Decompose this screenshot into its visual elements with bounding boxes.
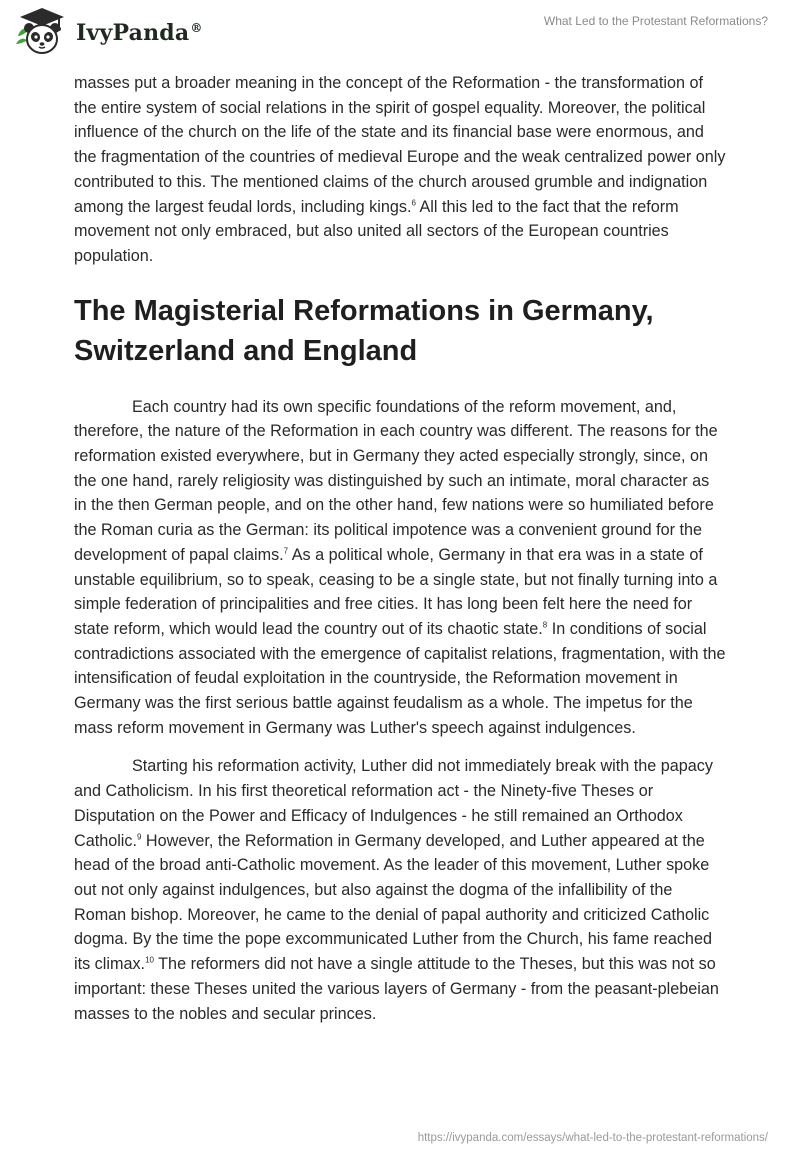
document-title: What Led to the Protestant Reformations? [543,14,768,28]
essay-body [74,71,726,1040]
footnote-ref[interactable]: 6 [411,198,416,208]
panda-graduate-icon [14,6,70,58]
paragraph-intro: masses put a broader meaning in the concept of the Reformation - the transformation of the entire system of social relations in the spirit of gospel equality. Moreover, the political influence of the church on the life of the state and its financial base were enormous, and the fragmentation of the countries of medieval Europe and the weak centralized power only contributed to this. The mentioned claims of the church aroused grumble and indignation among the largest feudal lords, including kings.$^6$ All this led to the fact that the reform movement not only embraced, but also united all sectors of the European countries population. [74,74,726,265]
paragraph-germany-reasons: Each country had its own specific foundations of the reform movement, and, therefore, the nature of the Reformation in each country was different. The reasons for the reformation existed everywhere, but in Germany they acted especially strongly, since, on the one hand, rarely religiosity was distinguished by such an intimate, moral character as in the then German people, and on the other hand, few nations were so humiliated before the Roman curia as the German: its political impotence was a convenient ground for the development of papal claims.$^7$ As a political whole, Germany in that era was in a state of unstable equilibrium, so to speak, ceasing to be a single state, but not finally turning into a simple federation of principalities and free cities. It has long been felt here the need for state reform, which would lead the country out of its chaotic state.$^8$ In conditions of social contradictions associated with the emergence of capitalist relations, fragmentation, with the intensification of feudal exploitation in the countryside, the Reformation movement in Germany was the first serious battle against feudalism as a whole. The impetus for the mass reform movement in Germany was Luther's speech against indulgences. [74,397,726,737]
ivypanda-logo[interactable] [14,6,203,58]
footnote-ref[interactable]: 7 [283,546,289,556]
footnote-ref[interactable]: 8 [542,620,548,630]
paragraph-luther: Starting his reformation activity, Luther did not immediately break with the papacy and Catholicism. In his first theoretical reformation act - the Ninety-five Theses or Disputation on the Power and Efficacy of Indulgences - he still remained an Orthodox Catholic.$^9$ However, the Reformation in Germany developed, and Luther appeared at the head of the broad anti-Catholic movement. As the leader of this movement, Luther spoke out not only against indulgences, but also against the dogma of the infallibility of the Roman bishop. Moreover, he came to the denial of papal authority and criticized Catholic dogma. By the time the pope excommunicated Luther from the Church, his fame reached its climax.$^{10}$ The reformers did not have a single attitude to the Theses, but this was not so important: these Theses united the various layers of Germany - from the peasant-plebeian masses to the nobles and secular princes. [74,757,719,1023]
registered-mark: ® [190,20,203,35]
footnote-ref[interactable]: 9 [136,832,142,842]
page-header [0,0,800,66]
section-heading: The Magisterial Reformations in Germany, Switzerland and England [74,294,654,367]
brand-name: IvyPanda® [76,20,203,46]
source-url[interactable]: https://ivypanda.com/essays/what-led-to-the-protestant-reformations/ [417,1132,768,1144]
footnote-ref[interactable]: 10 [145,955,154,965]
